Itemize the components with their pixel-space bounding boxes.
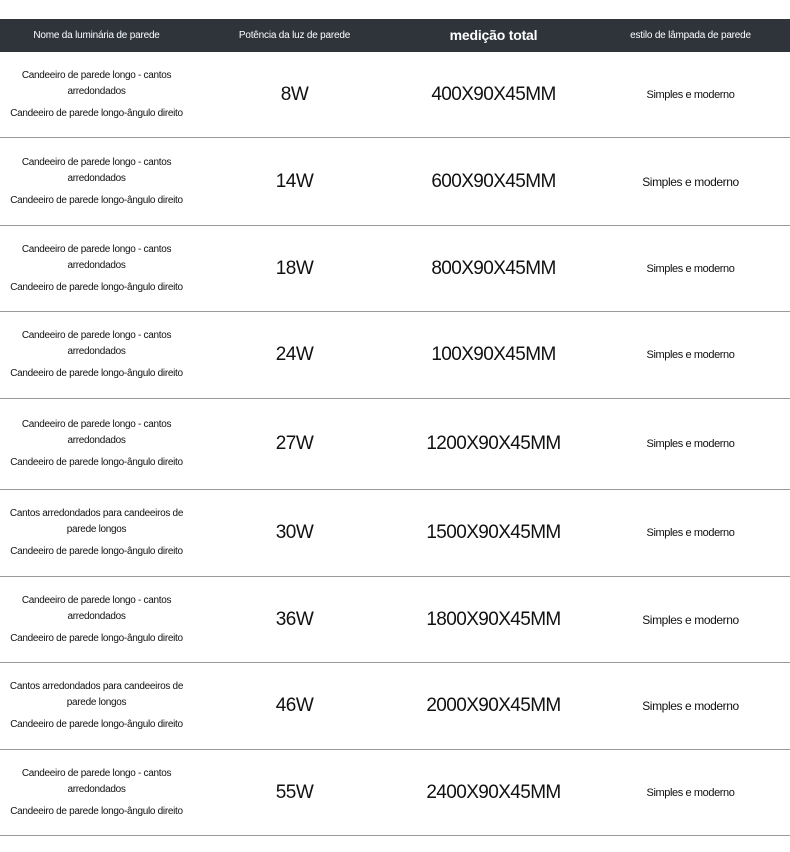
name-line-2: Candeeiro de parede longo-ângulo direito [10,281,183,293]
name-cell [0,663,193,749]
name-line-1: Candeeiro de parede longo - cantos arredondados [21,330,172,357]
name-line-1: Candeeiro de parede longo - cantos arredondados [21,594,172,622]
measure-cell: 1800X90X45MM [426,608,561,630]
name-line-1: Candeeiro de parede longo - cantos arredondados [21,767,172,795]
style-cell: Simples e moderno [646,527,735,539]
power-cell: 55W [275,781,314,803]
table-row [0,138,790,226]
header-name: Nome da luminária de parede [33,30,160,41]
name-line-2: Candeeiro de parede longo-ângulo direito [10,368,183,379]
style-cell: Simples e moderno [646,786,735,799]
name-line-1: Cantos arredondados para candeeiros de parede longos [9,681,184,708]
measure-cell: 100X90X45MM [431,344,556,365]
style-cell: Simples e moderno [646,438,735,450]
name-line-2: Candeeiro de parede longo-ângulo direito [10,632,183,644]
name-line-1: Candeeiro de parede longo - cantos arredondados [21,69,172,97]
measure-cell: 2400X90X45MM [426,781,561,803]
name-cell [0,490,193,576]
name-line-2: Candeeiro de parede longo-ângulo direito [10,719,183,730]
name-line-2: Candeeiro de parede longo-ângulo direito [10,194,183,206]
table-row [0,399,790,490]
name-cell [0,52,193,137]
name-cell [0,138,193,225]
name-cell [0,226,193,311]
measure-cell: 800X90X45MM [431,257,556,279]
power-cell: 36W [275,608,314,630]
name-line-1: Candeeiro de parede longo - cantos arredondados [21,156,172,184]
measure-cell: 1500X90X45MM [426,522,561,543]
measure-cell: 400X90X45MM [431,83,556,105]
spec-table [0,19,790,836]
table-row [0,490,790,577]
table-row [0,52,790,138]
power-cell: 46W [275,695,314,716]
header-style: estilo de lâmpada de parede [630,30,751,41]
name-cell [0,577,193,662]
power-cell: 14W [275,170,314,192]
measure-cell: 1200X90X45MM [426,433,561,454]
power-cell: 24W [275,344,314,365]
name-line-1: Candeeiro de parede longo - cantos arredondados [21,419,172,446]
name-line-2: Candeeiro de parede longo-ângulo direito [10,457,183,468]
name-line-1: Candeeiro de parede longo - cantos arredondados [21,243,172,271]
style-cell: Simples e moderno [646,88,735,101]
table-header [0,19,790,52]
name-line-2: Candeeiro de parede longo-ângulo direito [10,805,183,817]
table-row [0,226,790,312]
table-row [0,312,790,399]
name-cell [0,750,193,835]
name-cell [0,399,193,489]
measure-cell: 600X90X45MM [431,170,556,192]
style-cell: Simples e moderno [642,699,739,713]
style-cell: Simples e moderno [646,262,735,275]
measure-cell: 2000X90X45MM [426,695,561,716]
power-cell: 8W [280,83,309,105]
power-cell: 18W [275,257,314,279]
style-cell: Simples e moderno [642,174,739,189]
header-measure: medição total [449,27,538,43]
name-cell [0,312,193,398]
power-cell: 30W [275,522,314,543]
table-body [0,52,790,836]
style-cell: Simples e moderno [646,349,735,361]
header-power: Potência da luz de parede [238,30,351,41]
style-cell: Simples e moderno [642,612,739,627]
name-line-2: Candeeiro de parede longo-ângulo direito [10,546,183,557]
table-row [0,577,790,663]
name-line-2: Candeeiro de parede longo-ângulo direito [10,107,183,119]
table-row [0,663,790,750]
name-line-1: Cantos arredondados para candeeiros de parede longos [9,508,184,535]
power-cell: 27W [275,433,314,454]
table-row [0,750,790,836]
